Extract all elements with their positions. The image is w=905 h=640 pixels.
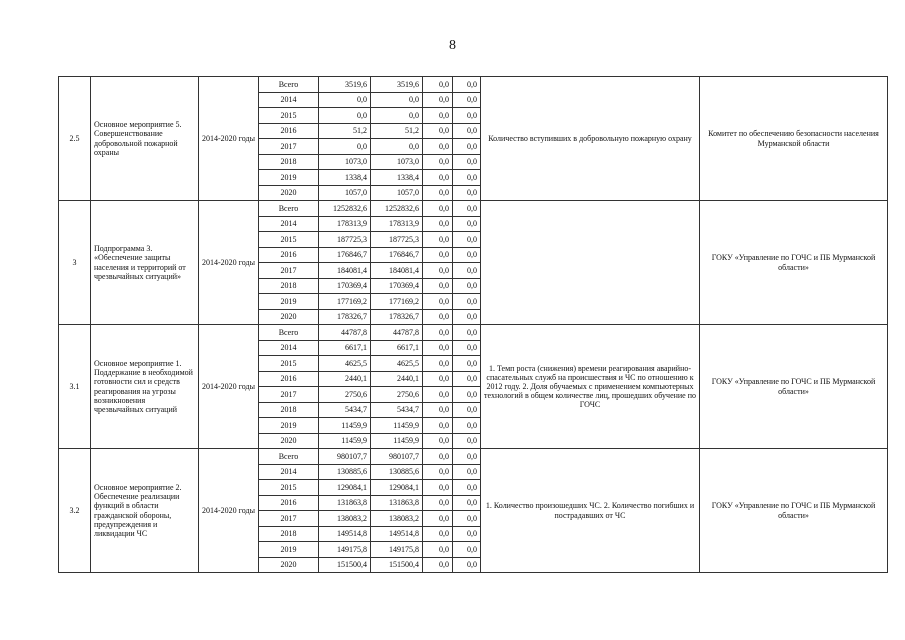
section-period: 2014-2020 годы — [199, 77, 259, 201]
year-cell: 2015 — [259, 356, 319, 372]
year-cell: Всего — [259, 449, 319, 465]
regional-funding-cell: 980107,7 — [371, 449, 423, 465]
regional-funding-cell: 3519,6 — [371, 77, 423, 93]
regional-funding-cell: 1057,0 — [371, 185, 423, 201]
federal-funding-cell: 0,0 — [423, 263, 453, 279]
section-period: 2014-2020 годы — [199, 449, 259, 573]
year-cell: 2015 — [259, 108, 319, 124]
federal-funding-cell: 0,0 — [423, 309, 453, 325]
total-funding-cell: 11459,9 — [319, 433, 371, 449]
federal-funding-cell: 0,0 — [423, 232, 453, 248]
regional-funding-cell: 138083,2 — [371, 511, 423, 527]
federal-funding-cell: 0,0 — [423, 201, 453, 217]
other-funding-cell: 0,0 — [453, 433, 481, 449]
other-funding-cell: 0,0 — [453, 495, 481, 511]
regional-funding-cell: 149514,8 — [371, 526, 423, 542]
section-period: 2014-2020 годы — [199, 325, 259, 449]
regional-funding-cell: 1338,4 — [371, 170, 423, 186]
other-funding-cell: 0,0 — [453, 309, 481, 325]
regional-funding-cell: 151500,4 — [371, 557, 423, 573]
regional-funding-cell: 170369,4 — [371, 278, 423, 294]
other-funding-cell: 0,0 — [453, 371, 481, 387]
total-funding-cell: 187725,3 — [319, 232, 371, 248]
table-row — [59, 325, 888, 341]
section-name: Подпрограмма 3. «Обеспечение защиты населения и территорий от чрезвычайных ситуаций» — [91, 201, 199, 325]
regional-funding-cell: 11459,9 — [371, 433, 423, 449]
section-indicator: 1. Темп роста (снижения) времени реагирования аварийно-спасательных служб на происшествия и ЧС по отношению к 2012 году. 2. Доля обучаемых с применением компьютерных технологий в общем количестве лиц, прошедших обучение по ГОЧС — [481, 325, 700, 449]
total-funding-cell: 2750,6 — [319, 387, 371, 403]
total-funding-cell: 5434,7 — [319, 402, 371, 418]
total-funding-cell: 11459,9 — [319, 418, 371, 434]
year-cell: 2018 — [259, 402, 319, 418]
total-funding-cell: 0,0 — [319, 92, 371, 108]
section-number: 3 — [59, 201, 91, 325]
federal-funding-cell: 0,0 — [423, 542, 453, 558]
other-funding-cell: 0,0 — [453, 557, 481, 573]
year-cell: 2019 — [259, 294, 319, 310]
regional-funding-cell: 1073,0 — [371, 154, 423, 170]
total-funding-cell: 178326,7 — [319, 309, 371, 325]
federal-funding-cell: 0,0 — [423, 278, 453, 294]
total-funding-cell: 129084,1 — [319, 480, 371, 496]
total-funding-cell: 6617,1 — [319, 340, 371, 356]
other-funding-cell: 0,0 — [453, 263, 481, 279]
year-cell: 2015 — [259, 480, 319, 496]
federal-funding-cell: 0,0 — [423, 123, 453, 139]
regional-funding-cell: 177169,2 — [371, 294, 423, 310]
other-funding-cell: 0,0 — [453, 216, 481, 232]
other-funding-cell: 0,0 — [453, 108, 481, 124]
federal-funding-cell: 0,0 — [423, 340, 453, 356]
total-funding-cell: 131863,8 — [319, 495, 371, 511]
other-funding-cell: 0,0 — [453, 123, 481, 139]
section-name: Основное мероприятие 1. Поддержание в необходимой готовности сил и средств реагирования на угрозы возникновения чрезвычайных ситуаций — [91, 325, 199, 449]
other-funding-cell: 0,0 — [453, 464, 481, 480]
other-funding-cell: 0,0 — [453, 247, 481, 263]
federal-funding-cell: 0,0 — [423, 526, 453, 542]
regional-funding-cell: 11459,9 — [371, 418, 423, 434]
federal-funding-cell: 0,0 — [423, 185, 453, 201]
total-funding-cell: 170369,4 — [319, 278, 371, 294]
section-number: 3.2 — [59, 449, 91, 573]
regional-funding-cell: 6617,1 — [371, 340, 423, 356]
section-indicator: Количество вступивших в добровольную пожарную охрану — [481, 77, 700, 201]
federal-funding-cell: 0,0 — [423, 557, 453, 573]
regional-funding-cell: 178326,7 — [371, 309, 423, 325]
total-funding-cell: 1252832,6 — [319, 201, 371, 217]
total-funding-cell: 178313,9 — [319, 216, 371, 232]
year-cell: Всего — [259, 77, 319, 93]
federal-funding-cell: 0,0 — [423, 449, 453, 465]
table-row — [59, 201, 888, 217]
total-funding-cell: 1073,0 — [319, 154, 371, 170]
other-funding-cell: 0,0 — [453, 356, 481, 372]
other-funding-cell: 0,0 — [453, 449, 481, 465]
federal-funding-cell: 0,0 — [423, 92, 453, 108]
other-funding-cell: 0,0 — [453, 418, 481, 434]
total-funding-cell: 2440,1 — [319, 371, 371, 387]
other-funding-cell: 0,0 — [453, 511, 481, 527]
other-funding-cell: 0,0 — [453, 340, 481, 356]
year-cell: 2016 — [259, 495, 319, 511]
other-funding-cell: 0,0 — [453, 325, 481, 341]
other-funding-cell: 0,0 — [453, 154, 481, 170]
total-funding-cell: 130885,6 — [319, 464, 371, 480]
total-funding-cell: 980107,7 — [319, 449, 371, 465]
table-row — [59, 449, 888, 465]
federal-funding-cell: 0,0 — [423, 480, 453, 496]
other-funding-cell: 0,0 — [453, 77, 481, 93]
other-funding-cell: 0,0 — [453, 387, 481, 403]
total-funding-cell: 51,2 — [319, 123, 371, 139]
section-period: 2014-2020 годы — [199, 201, 259, 325]
year-cell: 2020 — [259, 185, 319, 201]
regional-funding-cell: 184081,4 — [371, 263, 423, 279]
regional-funding-cell: 130885,6 — [371, 464, 423, 480]
regional-funding-cell: 0,0 — [371, 92, 423, 108]
year-cell: 2019 — [259, 418, 319, 434]
other-funding-cell: 0,0 — [453, 232, 481, 248]
other-funding-cell: 0,0 — [453, 402, 481, 418]
total-funding-cell: 176846,7 — [319, 247, 371, 263]
regional-funding-cell: 131863,8 — [371, 495, 423, 511]
year-cell: 2014 — [259, 216, 319, 232]
section-indicator — [481, 201, 700, 325]
year-cell: 2017 — [259, 511, 319, 527]
year-cell: 2018 — [259, 278, 319, 294]
other-funding-cell: 0,0 — [453, 170, 481, 186]
table-row — [59, 77, 888, 93]
total-funding-cell: 149175,8 — [319, 542, 371, 558]
section-number: 2.5 — [59, 77, 91, 201]
regional-funding-cell: 129084,1 — [371, 480, 423, 496]
year-cell: Всего — [259, 201, 319, 217]
federal-funding-cell: 0,0 — [423, 294, 453, 310]
regional-funding-cell: 0,0 — [371, 108, 423, 124]
other-funding-cell: 0,0 — [453, 526, 481, 542]
federal-funding-cell: 0,0 — [423, 418, 453, 434]
year-cell: 2020 — [259, 557, 319, 573]
federal-funding-cell: 0,0 — [423, 371, 453, 387]
regional-funding-cell: 5434,7 — [371, 402, 423, 418]
section-executor: ГОКУ «Управление по ГОЧС и ПБ Мурманской области» — [700, 325, 888, 449]
total-funding-cell: 151500,4 — [319, 557, 371, 573]
year-cell: 2015 — [259, 232, 319, 248]
year-cell: 2018 — [259, 526, 319, 542]
total-funding-cell: 0,0 — [319, 108, 371, 124]
federal-funding-cell: 0,0 — [423, 325, 453, 341]
year-cell: 2020 — [259, 433, 319, 449]
year-cell: 2014 — [259, 340, 319, 356]
regional-funding-cell: 176846,7 — [371, 247, 423, 263]
federal-funding-cell: 0,0 — [423, 139, 453, 155]
year-cell: 2019 — [259, 542, 319, 558]
other-funding-cell: 0,0 — [453, 542, 481, 558]
other-funding-cell: 0,0 — [453, 92, 481, 108]
regional-funding-cell: 51,2 — [371, 123, 423, 139]
other-funding-cell: 0,0 — [453, 201, 481, 217]
section-executor: Комитет по обеспечению безопасности населения Мурманской области — [700, 77, 888, 201]
other-funding-cell: 0,0 — [453, 139, 481, 155]
other-funding-cell: 0,0 — [453, 480, 481, 496]
federal-funding-cell: 0,0 — [423, 170, 453, 186]
federal-funding-cell: 0,0 — [423, 464, 453, 480]
regional-funding-cell: 2750,6 — [371, 387, 423, 403]
other-funding-cell: 0,0 — [453, 185, 481, 201]
section-executor: ГОКУ «Управление по ГОЧС и ПБ Мурманской области» — [700, 449, 888, 573]
total-funding-cell: 44787,8 — [319, 325, 371, 341]
regional-funding-cell: 4625,5 — [371, 356, 423, 372]
federal-funding-cell: 0,0 — [423, 77, 453, 93]
section-indicator: 1. Количество произошедших ЧС. 2. Количество погибших и пострадавших от ЧС — [481, 449, 700, 573]
regional-funding-cell: 149175,8 — [371, 542, 423, 558]
federal-funding-cell: 0,0 — [423, 108, 453, 124]
section-number: 3.1 — [59, 325, 91, 449]
total-funding-cell: 177169,2 — [319, 294, 371, 310]
year-cell: 2020 — [259, 309, 319, 325]
total-funding-cell: 0,0 — [319, 139, 371, 155]
total-funding-cell: 3519,6 — [319, 77, 371, 93]
total-funding-cell: 4625,5 — [319, 356, 371, 372]
federal-funding-cell: 0,0 — [423, 247, 453, 263]
regional-funding-cell: 187725,3 — [371, 232, 423, 248]
federal-funding-cell: 0,0 — [423, 402, 453, 418]
federal-funding-cell: 0,0 — [423, 154, 453, 170]
regional-funding-cell: 178313,9 — [371, 216, 423, 232]
year-cell: 2019 — [259, 170, 319, 186]
year-cell: 2014 — [259, 92, 319, 108]
total-funding-cell: 138083,2 — [319, 511, 371, 527]
page-number: 8 — [449, 38, 456, 53]
regional-funding-cell: 2440,1 — [371, 371, 423, 387]
program-table — [58, 76, 888, 573]
regional-funding-cell: 0,0 — [371, 139, 423, 155]
federal-funding-cell: 0,0 — [423, 495, 453, 511]
other-funding-cell: 0,0 — [453, 294, 481, 310]
year-cell: 2016 — [259, 371, 319, 387]
other-funding-cell: 0,0 — [453, 278, 481, 294]
federal-funding-cell: 0,0 — [423, 356, 453, 372]
regional-funding-cell: 1252832,6 — [371, 201, 423, 217]
federal-funding-cell: 0,0 — [423, 433, 453, 449]
year-cell: 2017 — [259, 263, 319, 279]
total-funding-cell: 1057,0 — [319, 185, 371, 201]
total-funding-cell: 149514,8 — [319, 526, 371, 542]
federal-funding-cell: 0,0 — [423, 216, 453, 232]
year-cell: 2014 — [259, 464, 319, 480]
federal-funding-cell: 0,0 — [423, 511, 453, 527]
regional-funding-cell: 44787,8 — [371, 325, 423, 341]
section-name: Основное мероприятие 5. Совершенствование добровольной пожарной охраны — [91, 77, 199, 201]
year-cell: 2017 — [259, 139, 319, 155]
year-cell: 2017 — [259, 387, 319, 403]
federal-funding-cell: 0,0 — [423, 387, 453, 403]
total-funding-cell: 184081,4 — [319, 263, 371, 279]
section-executor: ГОКУ «Управление по ГОЧС и ПБ Мурманской области» — [700, 201, 888, 325]
section-name: Основное мероприятие 2. Обеспечение реализации функций в области гражданской обороны, предупреждения и ликвидации ЧС — [91, 449, 199, 573]
total-funding-cell: 1338,4 — [319, 170, 371, 186]
year-cell: 2016 — [259, 123, 319, 139]
year-cell: 2018 — [259, 154, 319, 170]
year-cell: Всего — [259, 325, 319, 341]
year-cell: 2016 — [259, 247, 319, 263]
